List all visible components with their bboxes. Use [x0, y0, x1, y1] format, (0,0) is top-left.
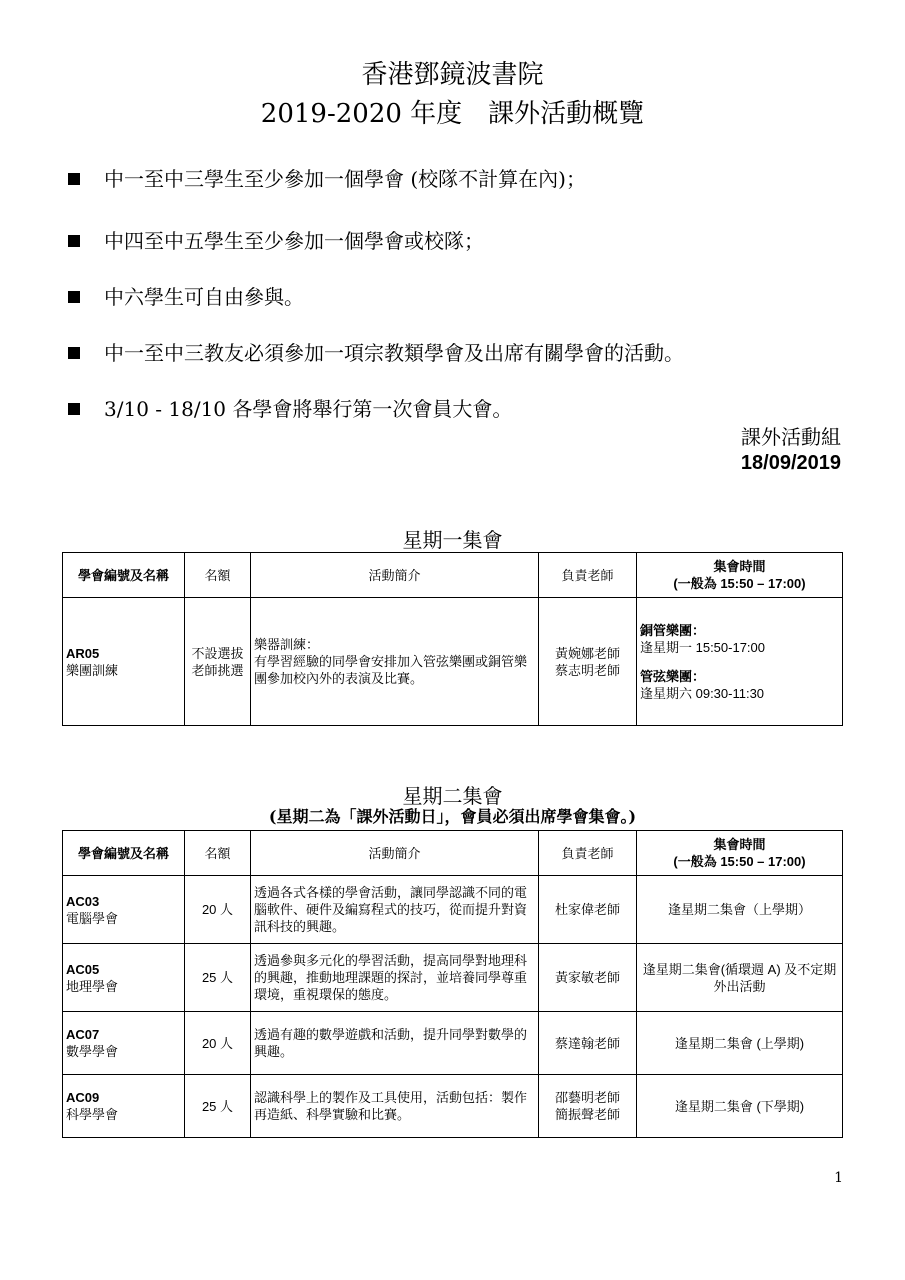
intro-cell: 認識科學上的製作及工具使用，活動包括：製作再造紙、科學實驗和比賽。: [251, 1075, 539, 1138]
club-code: AC05: [66, 961, 100, 977]
tuesday-table: [62, 830, 843, 1138]
club-cell: [63, 944, 185, 1012]
club-code: AR05: [66, 645, 100, 661]
teacher-cell: 杜家偉老師: [539, 876, 637, 944]
teacher-cell: 蔡達翰老師: [539, 1012, 637, 1075]
signature-dept: 課外活動組: [741, 425, 841, 449]
page-title: 2019-2020 年度 課外活動概覽: [260, 99, 645, 129]
tuesday-section-title: 星期二集會: [402, 784, 503, 808]
tuesday-section-note: (星期二為「課外活動日」，會員必須出席學會集會。): [268, 807, 637, 826]
time-cell: 逢星期二集會 (上學期): [637, 1012, 843, 1075]
col-time-header: 集會時間 (一般為 15:50 – 17:00): [637, 553, 843, 598]
bullet-square-icon: [68, 403, 80, 415]
table-row: [63, 598, 843, 726]
club-code: AC09: [66, 1090, 100, 1105]
rule-item: [68, 396, 512, 422]
intro-cell: 透過有趣的數學遊戲和活動，提升同學對數學的興趣。: [251, 1012, 539, 1075]
club-cell: [63, 1012, 185, 1075]
teacher-cell: 邵藝明老師 簡振聲老師: [539, 1075, 637, 1138]
time-cell: 銅管樂團： 逢星期一 15:50-17:00 管弦樂團： 逢星期六 09:30-11:30: [637, 598, 843, 726]
bullet-square-icon: [68, 291, 80, 303]
intro-cell: 透過各式各樣的學會活動，讓同學認識不同的電腦軟件、硬件及編寫程式的技巧，從而提升對資訊科技的興趣。: [251, 876, 539, 944]
col-teacher-header: 負責老師: [539, 831, 637, 876]
rule-text: 3/10 - 18/10 各學會將舉行第一次會員大會。: [104, 397, 513, 421]
time-cell: 逢星期二集會 (下學期): [637, 1075, 843, 1138]
col-teacher-header: 負責老師: [539, 553, 637, 598]
time-cell: 逢星期二集會(循環週 A) 及不定期外出活動: [637, 944, 843, 1012]
monday-table: [62, 552, 843, 726]
table-header-row: [63, 553, 843, 598]
quota-cell: 25 人: [185, 1075, 251, 1138]
rule-text: 中六學生可自由參與。: [104, 285, 304, 309]
quota-cell: 20 人: [185, 1012, 251, 1075]
bullet-square-icon: [68, 347, 80, 359]
table-row: [63, 944, 843, 1012]
bullet-square-icon: [68, 235, 80, 247]
club-code: AC03: [66, 893, 100, 909]
teacher-cell: 黃家敏老師: [539, 944, 637, 1012]
club-name: 數學學會: [66, 1044, 119, 1059]
teacher-cell: 黃婉娜老師 蔡志明老師: [539, 598, 637, 726]
club-name: 地理學會: [66, 978, 119, 994]
rule-text: 中一至中三教友必須參加一項宗教類學會及出席有關學會的活動。: [104, 341, 684, 365]
club-cell: [63, 598, 185, 726]
table-row: [63, 876, 843, 944]
col-quota-header: 名額: [185, 831, 251, 876]
club-name: 科學學會: [66, 1107, 119, 1122]
page-number: 1: [834, 1170, 843, 1186]
club-name: 電腦學會: [66, 910, 119, 926]
intro-cell: 樂器訓練： 有學習經驗的同學會安排加入管弦樂團或銅管樂團參加校內外的表演及比賽。: [251, 598, 539, 726]
rule-item: [68, 166, 586, 192]
rule-text: 中四至中五學生至少參加一個學會或校隊；: [104, 229, 484, 253]
rule-item: [68, 340, 684, 366]
signature-date: 18/09/2019: [740, 452, 841, 474]
rule-item: [68, 284, 304, 310]
bullet-square-icon: [68, 173, 80, 185]
table-header-row: [63, 831, 843, 876]
club-cell: [63, 876, 185, 944]
quota-cell: 20 人: [185, 876, 251, 944]
table-row: [63, 1075, 843, 1138]
school-name: 香港鄧鏡波書院: [361, 60, 544, 90]
quota-cell: 不設選拔 老師挑選: [185, 598, 251, 726]
rule-text: 中一至中三學生至少參加一個學會 (校隊不計算在內)；: [104, 167, 586, 191]
col-name-header: 學會編號及名稱: [63, 831, 185, 876]
club-code: AC07: [66, 1027, 100, 1042]
col-name-header: 學會編號及名稱: [63, 553, 185, 598]
time-cell: 逢星期二集會（上學期）: [637, 876, 843, 944]
monday-section-title: 星期一集會: [402, 528, 503, 552]
club-name: 樂團訓練: [66, 662, 119, 678]
quota-cell: 25 人: [185, 944, 251, 1012]
intro-cell: 透過參與多元化的學習活動，提高同學對地理科的興趣，推動地理課題的探討，並培養同學尊重環境，重視環保的態度。: [251, 944, 539, 1012]
table-row: [63, 1012, 843, 1075]
col-intro-header: 活動簡介: [251, 831, 539, 876]
rule-item: [68, 228, 484, 254]
col-intro-header: 活動簡介: [251, 553, 539, 598]
club-cell: [63, 1075, 185, 1138]
col-time-header: 集會時間 (一般為 15:50 – 17:00): [637, 831, 843, 876]
col-quota-header: 名額: [185, 553, 251, 598]
